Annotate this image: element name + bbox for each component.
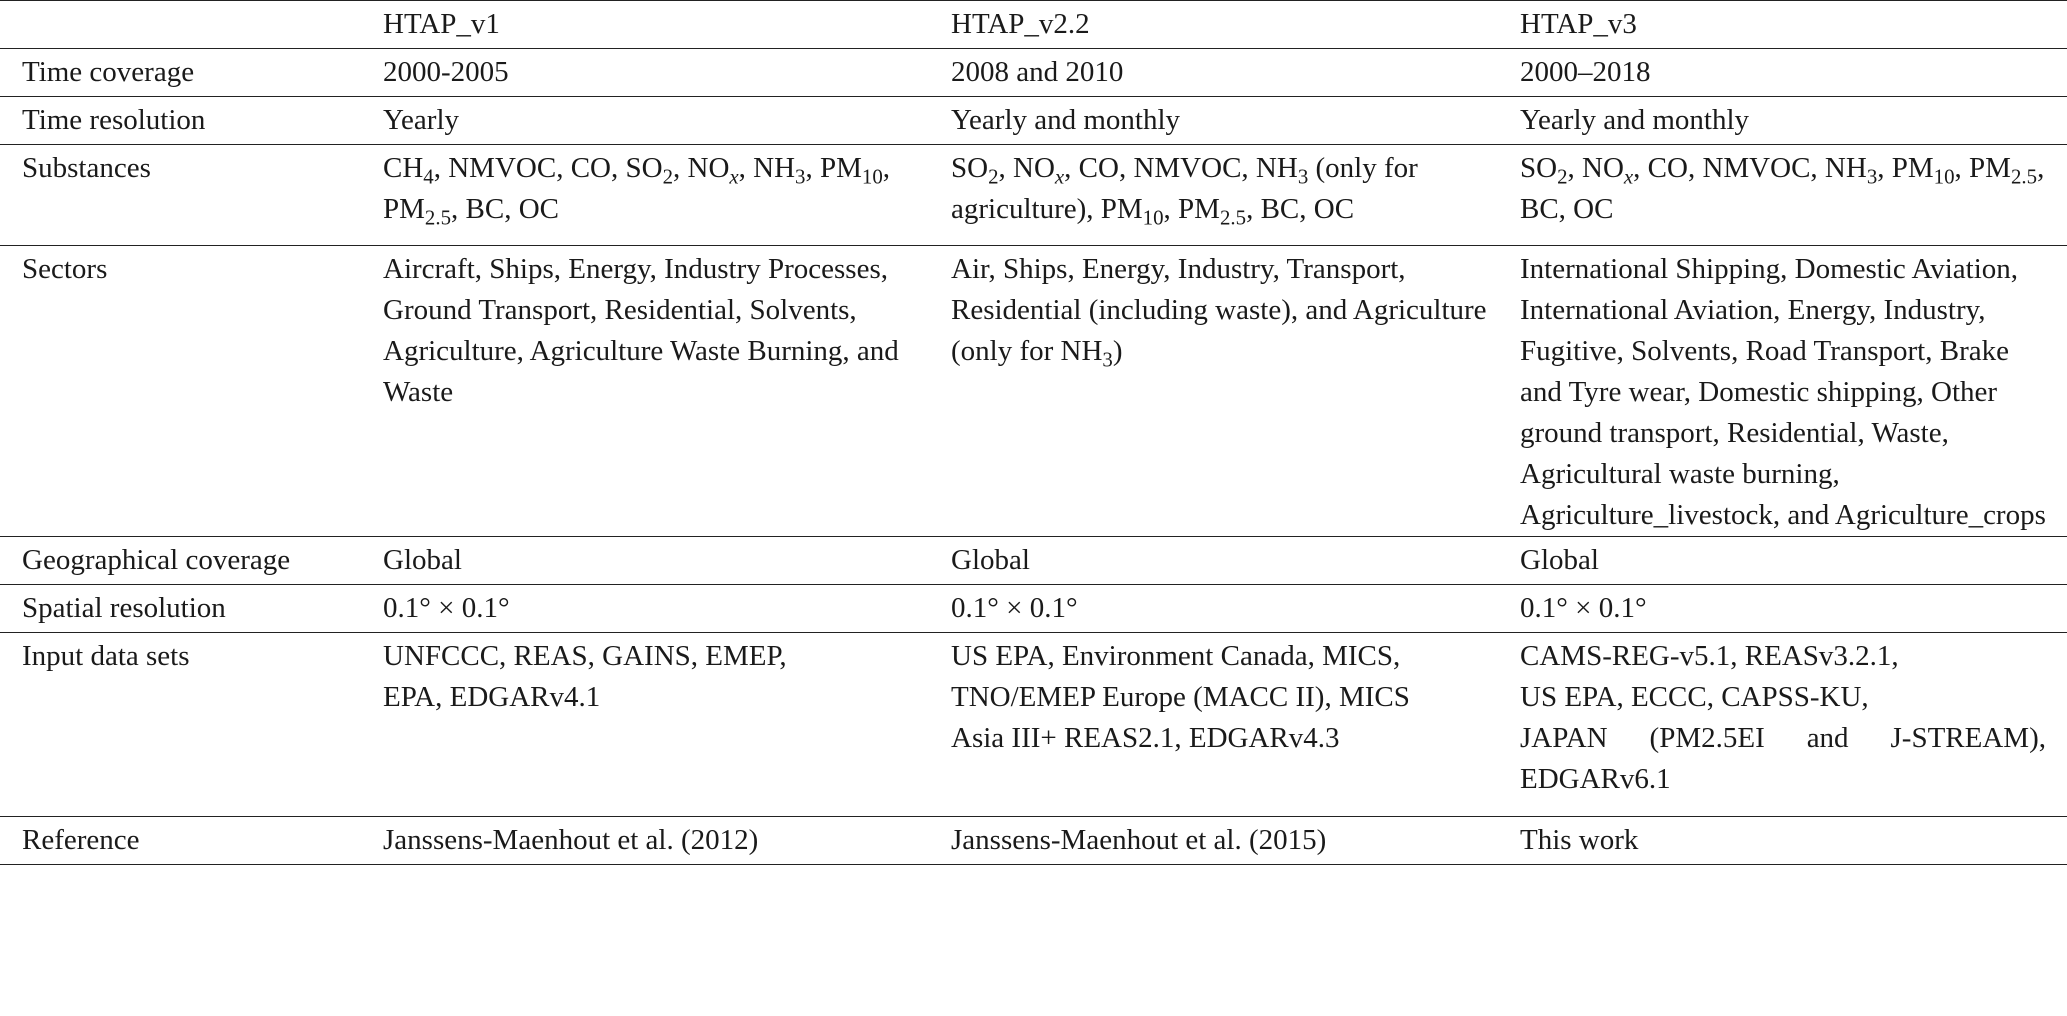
cell-htap-v3: This work bbox=[1520, 824, 1639, 856]
cell-htap-v3: CAMS-REG-v5.1, REASv3.2.1, US EPA, ECCC, CAPSS-KU, JAPAN (PM2.5EI and J-STREAM), EDGARv6.1 bbox=[1520, 640, 2046, 795]
table-row bbox=[0, 585, 2067, 633]
cell-htap-v2-2: Global bbox=[951, 544, 1030, 576]
cell-htap-v2-2: $SO_2$, $NO_x$, CO, NMVOC, $NH_3$ (only for agriculture), $PM_{10}$, $PM_{2.5}$, BC, OC bbox=[951, 152, 1418, 230]
cell-htap-v2-2: 2008 and 2010 bbox=[951, 56, 1124, 88]
header-cell-empty bbox=[0, 1, 383, 49]
header-row bbox=[0, 1, 2067, 49]
table-row bbox=[0, 97, 2067, 145]
cell-htap-v3: $SO_2$, $NO_x$, CO, NMVOC, $NH_3$, $PM_{10}$, $PM_{2.5}$, BC, OC bbox=[1520, 152, 2045, 225]
row-label: Spatial resolution bbox=[22, 592, 226, 624]
row-label: Time resolution bbox=[22, 104, 206, 136]
table-row bbox=[0, 817, 2067, 865]
cell-htap-v2-2: Janssens-Maenhout et al. (2015) bbox=[951, 824, 1327, 856]
cell-htap-v1: Global bbox=[383, 544, 462, 576]
table-row bbox=[0, 49, 2067, 97]
row-label: Time coverage bbox=[22, 56, 195, 88]
table-row bbox=[0, 246, 2067, 537]
cell-htap-v3: Global bbox=[1520, 544, 1599, 576]
header-cell-htap-v2-2: HTAP_v2.2 bbox=[951, 8, 1090, 40]
row-label: Geographical coverage bbox=[22, 544, 291, 576]
cell-htap-v1: Janssens-Maenhout et al. (2012) bbox=[383, 824, 759, 856]
cell-htap-v1: Yearly bbox=[383, 104, 459, 136]
row-label: Input data sets bbox=[22, 640, 190, 672]
cell-htap-v1: Aircraft, Ships, Energy, Industry Processes, Ground Transport, Residential, Solvents, Agriculture, Agriculture Waste Burning, and Waste bbox=[383, 253, 899, 408]
row-label: Substances bbox=[22, 152, 151, 184]
cell-htap-v2-2: US EPA, Environment Canada, MICS, TNO/EMEP Europe (MACC II), MICS Asia III+ REAS2.1, EDGARv4.3 bbox=[951, 640, 1410, 754]
header-cell-htap-v1: HTAP_v1 bbox=[383, 8, 500, 40]
row-label: Sectors bbox=[22, 253, 108, 285]
cell-htap-v2-2: Yearly and monthly bbox=[951, 104, 1181, 136]
table-row bbox=[0, 145, 2067, 246]
cell-htap-v3: 2000–2018 bbox=[1520, 56, 1651, 88]
cell-htap-v3: Yearly and monthly bbox=[1520, 104, 1750, 136]
cell-htap-v1: 2000-2005 bbox=[383, 56, 509, 88]
table-row bbox=[0, 633, 2067, 817]
cell-htap-v1: 0.1° × 0.1° bbox=[383, 592, 510, 624]
cell-htap-v3: International Shipping, Domestic Aviation, International Aviation, Energy, Industry, Fugitive, Solvents, Road Transport, Brake and Tyre wear, Domestic shipping, Other ground transport, Residential, Waste, Agricultural waste burning, Agriculture_livestock, and Agriculture_crops bbox=[1520, 253, 2046, 531]
cell-htap-v1: UNFCCC, REAS, GAINS, EMEP, EPA, EDGARv4.1 bbox=[383, 640, 787, 713]
cell-htap-v1: $CH_4$, NMVOC, CO, $SO_2$, $NO_x$, $NH_3$, $PM_{10}$, $PM_{2.5}$, BC, OC bbox=[383, 152, 891, 230]
cell-htap-v2-2: 0.1° × 0.1° bbox=[951, 592, 1078, 624]
cell-htap-v3: 0.1° × 0.1° bbox=[1520, 592, 1647, 624]
cell-htap-v2-2: Air, Ships, Energy, Industry, Transport, Residential (including waste), and Agriculture (only for $NH_3$) bbox=[951, 253, 1487, 372]
header-cell-htap-v3: HTAP_v3 bbox=[1520, 8, 1637, 40]
table-row bbox=[0, 537, 2067, 585]
row-label: Reference bbox=[22, 824, 140, 856]
